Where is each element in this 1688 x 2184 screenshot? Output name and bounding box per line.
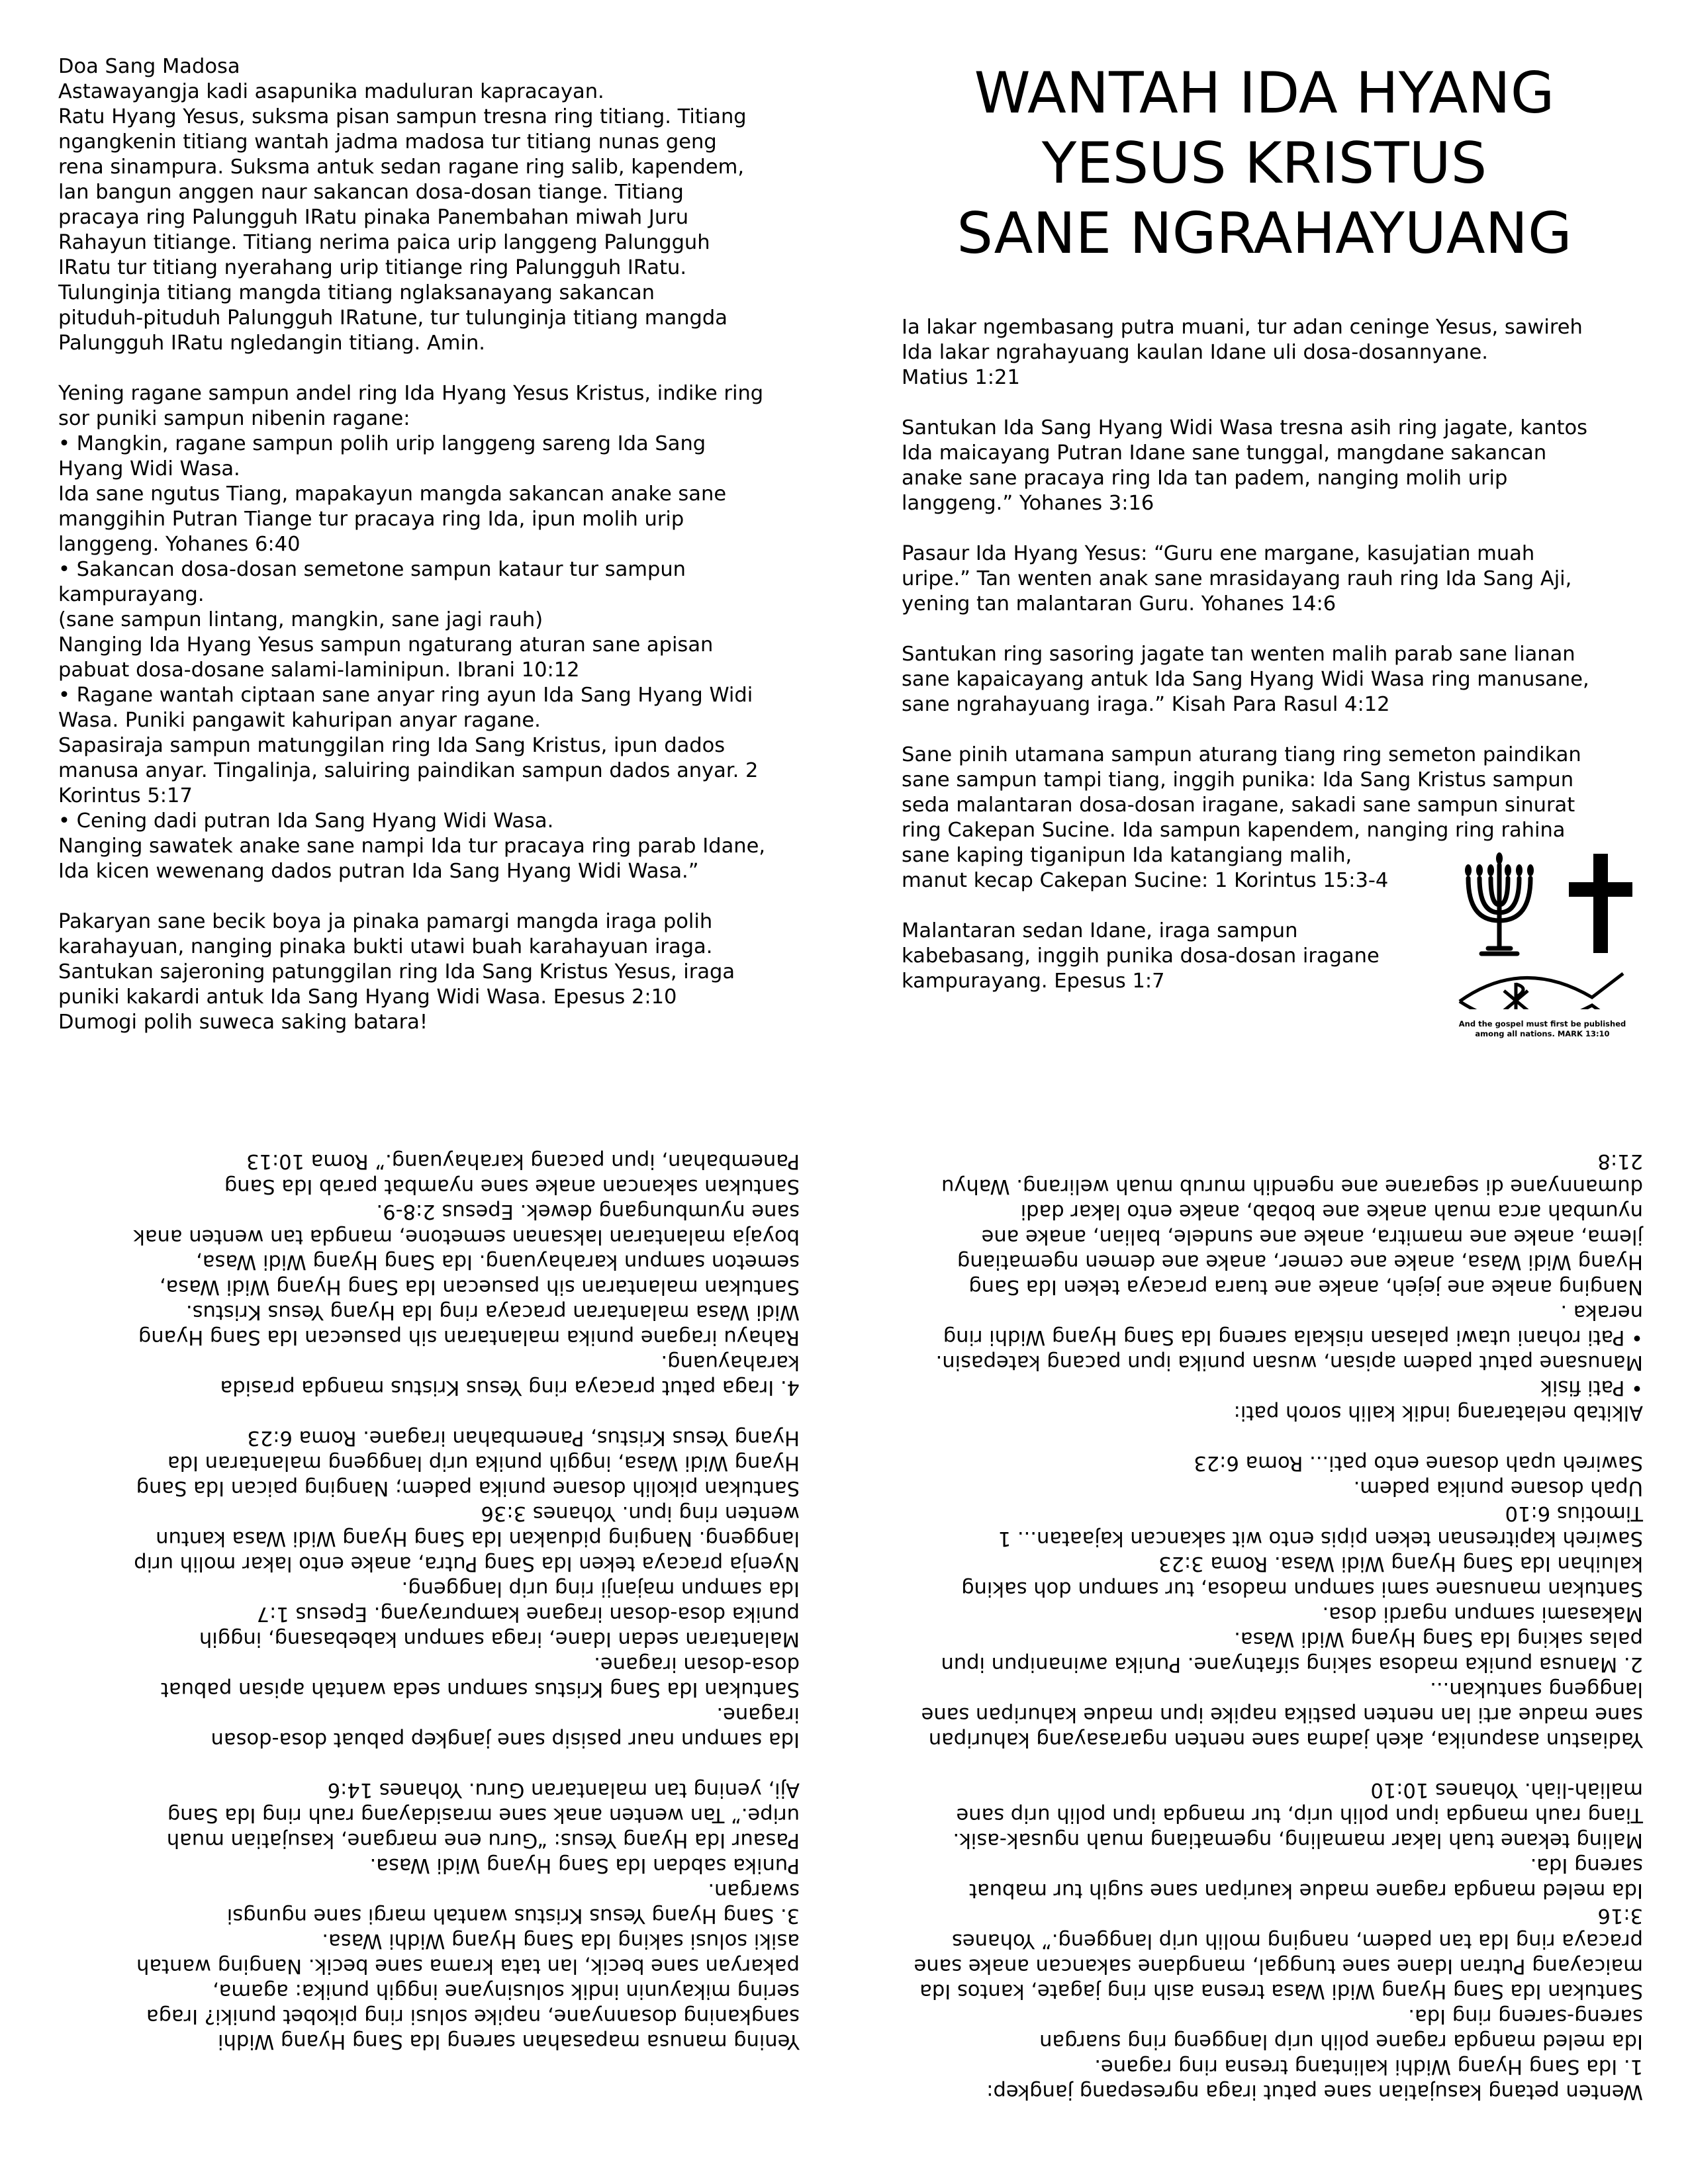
text-line: Nanging anake ane jejeh, anake ane tuara pracaya teken Ida Sang [968,1275,1643,1298]
paragraph-gap [902,390,1656,416]
text-line: Pasaur Ida Hyang Yesus: “Guru ene margane, kasujatian muah [166,1829,800,1852]
text-line: Rahayu iragane punika malantaran sih pasuecan Ida Sang Hyang [138,1326,800,1349]
text-line: ring Cakepan Sucine. Ida sampun kapendem, nanging ring rahina [902,819,1566,842]
text-line: • Pati fisik [1540,1376,1643,1399]
ichthys-chi-rho-icon [1460,974,1623,1009]
text-line: Punika sabdan Ida Sang Hyang Widi Wasa. [369,1854,800,1877]
text-line: Ida meled mangda ragane polih urip langgeng ring suargan [1039,2030,1643,2053]
text-line: Yening manusa mapasahan sareng Ida Sang Hyang Widhi [218,2030,800,2053]
text-line: And the gospel must first be published [1458,1019,1626,1028]
text-line: Pakaryan sane becik boya ja pinaka pamargi mangda iraga polih [58,910,713,933]
text-line: sane nyumbungang dewek. Epesus 2:8-9. [376,1200,800,1223]
text-line: neraka . [1560,1300,1643,1324]
paragraph-gap [902,717,1656,743]
text-line: 1. Ida Sang Hyang Widhi kalintang tresna ring ragane. [1094,2055,1643,2078]
text-line: langgeng. Nanging piduakan Ida Sang Hyang Widi Wasa kantun [156,1527,800,1550]
text-line: kampurayang. Epesus 1:7 [902,970,1165,993]
text-line: Tulunginja titiang mangda titiang nglaksanayang sakancan [58,281,655,304]
text-line: lan bangun anggen naur sakancan dosa-dosan tiange. Titiang [58,181,684,204]
text-line: Ida lakar ngrahayuang kaulan Idane uli dosa-dosannyane. [902,341,1488,364]
text-line: Ratu Hyang Yesus, suksma pisan sampun tresna ring titiang. Titiang [58,105,747,128]
text-line: sangkaning dosannyane, napike solusi ring pikobet puniki? Iraga [146,2005,800,2028]
text-line: Timotius 6:10 [1505,1502,1643,1525]
text-line: 3. Sang Hyang Yesus Kristus wantah margi sane ngungsi [226,1904,800,1927]
text-line: Manusane patut padem apisan, wusan punika ipun pacang katepasin. [935,1351,1643,1374]
paragraph-gap [58,884,800,909]
text-line: Sawireh upah dosane ento pati... Roma 6:23 [1194,1451,1643,1475]
text-line: kabebasang, inggih punika dosa-dosan iragane [902,944,1380,968]
text-line: wenten ring ipun. Yohanes 3:36 [481,1502,800,1525]
text-line: Upah dosane punika padem. [1353,1477,1643,1500]
text-line: IRatu tur titiang nyerahang urip titiange ring Palungguh IRatu. [58,256,687,279]
rotated-column-right [902,1148,1643,2104]
text-line: dosa-dosan iragane. [594,1653,800,1676]
text-line: Santukan sakancan anake sane nyambat parab Ida Sang [224,1175,800,1198]
text-line: karahayuan, nanging pinaka bukti utawi buah karahayuan iraga. [58,935,713,958]
text-line: kaluihan Ida Sang Hyang Widi Wasa. Roma 3:23 [1158,1552,1643,1575]
text-line: Malantaran sedan Idane, iraga sampun [902,919,1298,942]
text-line: Matius 1:21 [902,366,1020,389]
text-line: Yadiastun asapunika, akeh jadma sane nenten ngarasayang kahuripan [928,1728,1643,1751]
text-line: uripe.” Tan wenten anak sane mrasidayang rauh ring Ida Sang [167,1803,800,1827]
text-line: karahayuang. [661,1351,800,1374]
text-line: manusa anyar. Tingalinja, saluiring paindikan sampun dados anyar. 2 [58,759,759,782]
text-line: sor puniki sampun nibenin ragane: [58,407,410,430]
text-line: maicayang Putran Idane sane tunggal, mangdane sakancan anake sane [914,1954,1643,1978]
footer-verse [1443,1019,1642,1039]
text-line: anake sane pracaya ring Ida tan padem, nanging molih urip [902,467,1508,490]
text-line: Hyang Widi Wasa. [58,457,240,480]
text-line: WANTAH IDA HYANG [974,60,1555,126]
text-line: asiki solusi saking Ida Sang Hyang Widhi Wasa. [322,1929,800,1952]
text-line: pracaya ring Palungguh IRatu pinaka Panembahan miwah Juru [58,206,689,229]
text-line: • Mangkin, ragane sampun polih urip langgeng sareng Ida Sang [58,432,706,455]
text-line: Rahayun titiange. Titiang nerima paica urip langgeng Palungguh [58,231,710,254]
text-line: sering mikayunin indik solusinyane inggih punika: agama, [212,1979,800,2003]
text-line: pabuat dosa-dosane salami-laminipun. Ibrani 10:12 [58,659,580,682]
text-line: Santukan ring sasoring jagate tan wenten malih parab sane lianan [902,643,1575,666]
text-line: palas saking Ida Sang Hyang Widi Wasa. [1234,1627,1643,1651]
text-line: 3:16 [1597,1904,1643,1927]
text-line: Nanging sawatek anake sane nampi Ida tur pracaya ring parab Idane, [58,835,766,858]
menorah-icon [1468,865,1530,954]
text-line: sane ngrahayuang iraga.” Kisah Para Rasul 4:12 [902,693,1390,716]
text-line: Santukan Ida Sang Hyang Widi Wasa tresna asih ring jagate, kantos [902,416,1588,439]
text-line: 21:8 [1597,1150,1643,1173]
text-line: Hyang Widi Wasa, anake ane cemer, anake ane demen ngematiang [957,1250,1643,1273]
text-line: SANE NGRAHAYUANG [957,201,1572,267]
text-line: pakaryan sane becik, lan tata krama sane becik. Nanging wantah [136,1954,800,1978]
text-line: 4. Iraga patut pracaya ring Yesus Kristus mangda prasida [220,1376,800,1399]
text-line: Widi Wasa malantaran pracaya ring Ida Hyang Yesus Kristus. [185,1300,800,1324]
text-line: sareng-sareng ring Ida. [1408,2005,1643,2028]
cross-icon [1569,854,1632,953]
text-line: Nyenja pracaya teken Ida Sang Putra, anake ento lakar molih urip [134,1552,800,1575]
text-line: ngangkenin titiang wantah jadma madosa tur titiang nunas geng [58,130,717,154]
text-line: rena sinampura. Suksma antuk sedan ragane ring salib, kapendem, [58,156,745,179]
rotated-column-left [58,1148,800,2054]
text-line: • Cening dadi putran Ida Sang Hyang Widi Wasa. [58,809,554,833]
text-line: sane madue arti lan nenten pastika napike ipun madue kahuripan sane [921,1703,1643,1726]
text-line: Sapasiraja sampun matunggilan ring Ida Sang Kristus, ipun dados [58,734,726,757]
text-line: uripe.” Tan wenten anak sane mrasidayang rauh ring Ida Sang Aji, [902,567,1572,590]
text-line: langgeng. Yohanes 6:40 [58,533,301,556]
text-line: Santukan Ida Sang Kristus sampun seda wantah apisan pabuat [160,1678,800,1701]
text-line: Alkitab nelatarang indik kalih soroh pati: [1233,1401,1643,1424]
text-line: Pasaur Ida Hyang Yesus: “Guru ene margane, kasujatian muah [902,542,1535,565]
text-line: Nanging Ida Hyang Yesus sampun ngaturang aturan sane apisan [58,633,714,657]
text-line: iragane. [716,1703,800,1726]
text-line: boyaja malantaran laksanan semetone, mangda tan wenten anak [133,1225,800,1248]
text-line: (sane sampun lintang, mangkin, sane jagi rauh) [58,608,543,631]
text-line: • Sakancan dosa-dosan semetone sampun kataur tur sampun [58,558,686,581]
paragraph-gap [58,1752,800,1777]
paragraph-gap [902,1425,1643,1450]
text-line: YESUS KRISTUS [1041,130,1487,197]
text-line: punika dosa-dosan iragane kampurayang. Epesus 1:7 [256,1602,800,1625]
text-line: swargan. [708,1879,800,1902]
text-line: Wasa. Puniki pangawit kahuripan anyar ragane. [58,709,541,732]
paragraph-gap [902,617,1656,642]
text-line: Aji, yening tan malantaran Guru. Yohanes 14:6 [327,1778,800,1801]
text-line: jlema, anake ane mamitra, anake ane sundele, balian, anake ane [981,1225,1643,1248]
text-line: Ida sane ngutus Tiang, mapakayun mangda sakancan anake sane [58,482,727,506]
text-line: • Pati rohani utawi palasan niskala sareng Ida Sang Hyang Widhi ring [943,1326,1643,1349]
text-line: Santukan malantaran sih pasuecan Ida Sang Hyang Widi Wasa, [159,1275,800,1298]
text-line: Santukan pikolih dosane punika padem; Nanging paican Ida Sang [136,1477,800,1500]
text-line: Maling tekane tuah lakar mamaling, ngematiang muah ngusak-asik. [953,1829,1643,1852]
text-line: kampurayang. [58,583,205,606]
text-line: nyumbah arca muah anake ane bobab, anake ento lakar dadi [1020,1200,1643,1223]
text-line: 2. Manusa punika madosa saking sifatnyane. Punika awinanipun ipun [941,1653,1643,1676]
text-line: • Ragane wantah ciptaan sane anyar ring ayun Ida Sang Hyang Widi [58,684,753,707]
text-line: Doa Sang Madosa [58,55,240,78]
text-line: langgeng.” Yohanes 3:16 [902,492,1154,515]
text-line: Ia lakar ngembasang putra muani, tur adan ceninge Yesus, sawireh [902,316,1583,339]
text-line: Astawayangja kadi asapunika maduluran kapracayan. [58,80,604,103]
paragraph-gap [902,516,1656,541]
text-line: sane sampun tampi tiang, inggih punika: Ida Sang Kristus sampun [902,768,1574,792]
text-line: dumannyane di segarane ane ngendih murub muah welirang. Wahyu [941,1175,1643,1198]
prayer-column [58,54,800,1035]
text-line: Yening ragane sampun andel ring Ida Hyang Yesus Kristus, indike ring [58,382,764,405]
text-line: Tiang rauh mangda ipun polih urip, tur mangda ipun polih urip sane [956,1803,1643,1827]
text-line: manut kecap Cakepan Sucine: 1 Korintus 15:3-4 [902,869,1389,892]
text-line: seda malantaran dosa-dosan iragane, sakadi sane sampun sinurat [902,794,1575,817]
text-line: Palungguh IRatu ngledangin titiang. Amin. [58,332,485,355]
text-line: Ida meled mangda ragane madue kauripan sane sugih tur mabuat [969,1879,1643,1902]
text-line: puniki kakardi antuk Ida Sang Hyang Widi Wasa. Epesus 2:10 [58,985,677,1009]
text-line: maliah-liah. Yohanes 10:10 [1370,1778,1643,1801]
text-line: sane kaping tiganipun Ida katangiang malih, [902,844,1352,867]
text-line: langgeng santukan... [1430,1678,1643,1701]
text-line: Malantaran sedan Idane, iraga sampun kabebasang, inggih [199,1627,800,1651]
text-line: pituduh-pituduh Palungguh IRatune, tur tulunginja titiang mangda [58,306,727,330]
paragraph-gap [58,356,800,381]
text-line: Santukan manusane sami sampun madosa, tur sampun doh saking [961,1577,1643,1600]
paragraph-gap [58,1400,800,1425]
page-title [887,58,1642,269]
paragraph-gap [902,1752,1643,1777]
text-line: Ida kicen wewenang dados putran Ida Sang Hyang Widi Wasa.” [58,860,699,883]
text-line: Ida sampun naur pasisip sane jangkep pabuat dosa-dosan [211,1728,800,1751]
text-line: Ida sampun majanji ring urip langgeng. [401,1577,800,1600]
text-line: among all nations. MARK 13:10 [1475,1029,1610,1038]
text-line: manggihin Putran Tiange tur pracaya ring Ida, ipun molih urip [58,508,684,531]
text-line: Korintus 5:17 [58,784,193,807]
text-line: Makasami sampun ngardi dosa. [1322,1602,1643,1625]
text-line: Sane pinih utamana sampun aturang tiang ring semeton paindikan [902,743,1581,766]
text-line: Panembahan, ipun pacang karahayuang.” Roma 10:13 [246,1150,800,1173]
text-line: Sawireh kapitresnan teken pipis ento wit sakancan kajaatan... 1 [998,1527,1643,1550]
text-line: sareng Ida. [1530,1854,1643,1877]
text-line: sane kapaicayang antuk Ida Sang Hyang Widi Wasa ring manusane, [902,668,1589,691]
text-line: Santukan Ida Sang Hyang Widi Wasa tresna asih ring jagate, kantos Ida [919,1979,1643,2003]
text-line: Hyang Yesus Kristus, Panembahan iragane. Roma 6:23 [247,1426,800,1449]
text-line: Santukan sajeroning patunggilan ring Ida Sang Kristus Yesus, iraga [58,960,735,983]
text-line: pracaya ring Ida tan padem, nanging molih urip langgeng.” Yohanes [952,1929,1643,1952]
text-line: Ida maicayang Putran Idane sane tunggal, mangdane sakancan [902,441,1547,465]
text-line: yening tan malantaran Guru. Yohanes 14:6 [902,592,1336,615]
text-line: Dumogi polih suweca saking batara! [58,1011,428,1034]
faith-symbols [1450,844,1642,1042]
text-line: Wenten petang kasujatian sane patut iraga ngresepang jangkep: [986,2080,1643,2103]
text-line: Hyang Widi Wasa, inggih punika urip langgeng malantaran Ida [167,1451,800,1475]
text-line: semeton sampun karahayuang. Ida Sang Hyang Widi Wasa, [196,1250,800,1273]
